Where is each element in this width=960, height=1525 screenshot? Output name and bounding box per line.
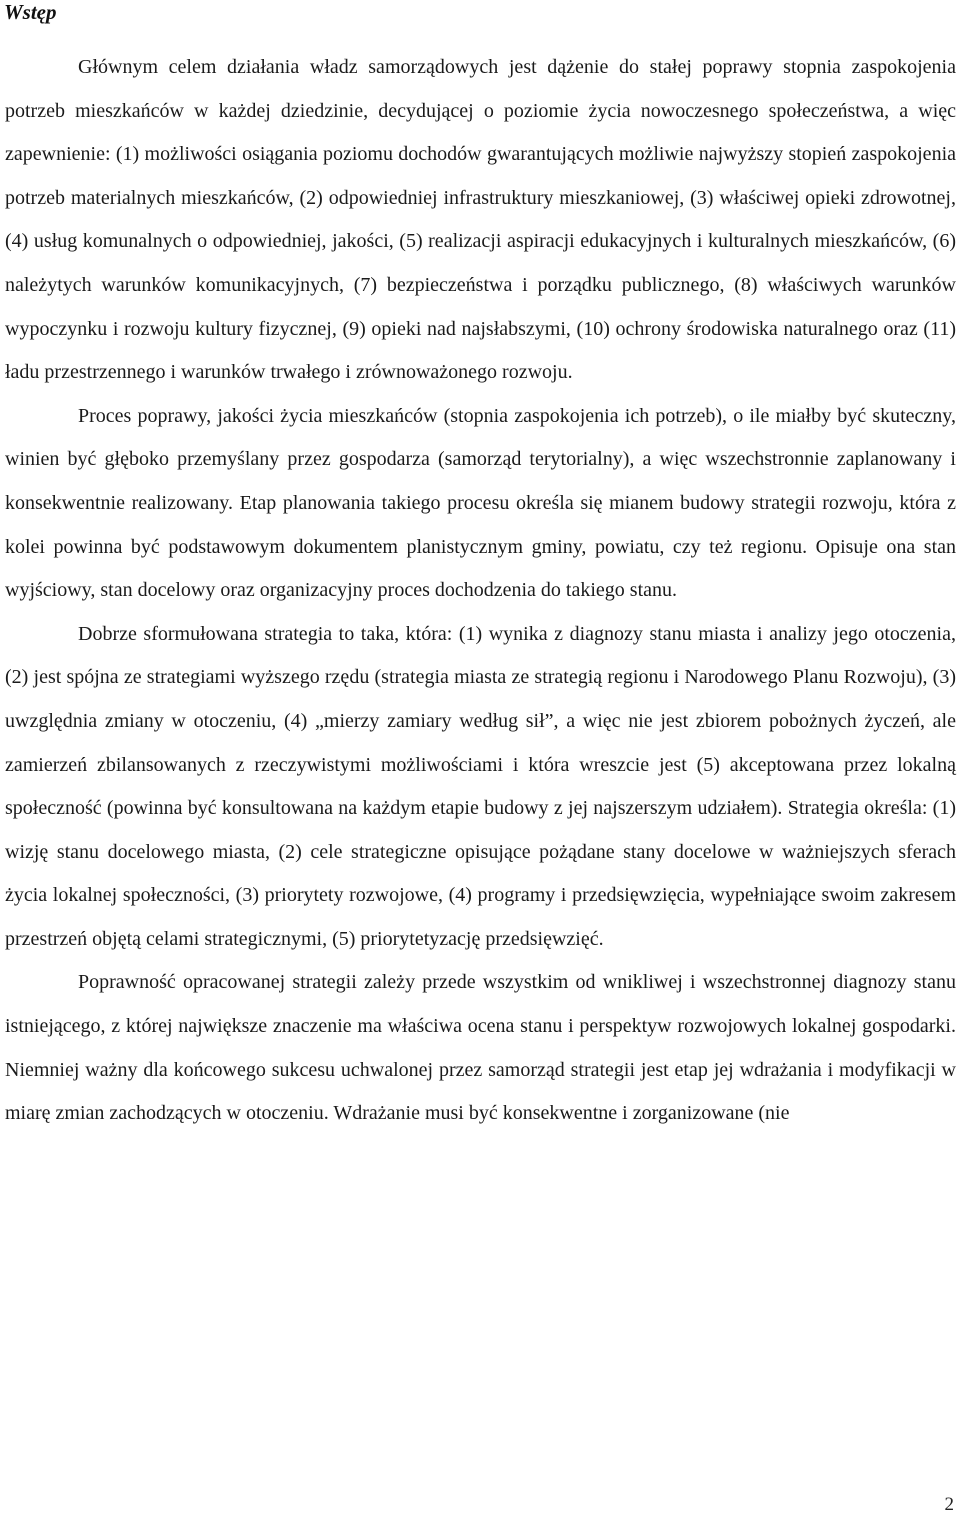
- paragraph-2: Proces poprawy, jakości życia mieszkańców (stopnia zaspokojenia ich potrzeb), o ile miałby być skuteczny, winien być głęboko przemyślany przez gospodarza (samorząd terytorialny), a więc wszechstronnie zaplanowany i konsekwentnie realizowany. Etap planowania takiego procesu określa się mianem budowy strategii rozwoju, która z kolei powinna być podstawowym dokumentem planistycznym gminy, powiatu, czy też regionu. Opisuje ona stan wyjściowy, stan docelowy oraz organizacyjny proces dochodzenia do takiego stanu.: [5, 404, 956, 602]
- paragraph-1: Głównym celem działania władz samorządowych jest dążenie do stałej poprawy stopnia zaspokojenia potrzeb mieszkańców w każdej dziedzinie, decydującej o poziomie życia nowoczesnego społeczeństwa, a więc zapewnienie: (1) możliwości osiągania poziomu dochodów gwarantujących możliwie najwyższy stopień zaspokojenia potrzeb materialnych mieszkańców, (2) odpowiedniej infrastruktury mieszkaniowej, (3) właściwej opieki zdrowotnej, (4) usług komunalnych o odpowiedniej, jakości, (5) realizacji aspiracji edukacyjnych i kulturalnych mieszkańców, (6) należytych warunków komunikacyjnych, (7) bezpieczeństwa i porządku publicznego, (8) właściwych warunków wypoczynku i rozwoju kultury fizycznej, (9) opieki nad najsłabszymi, (10) ochrony środowiska naturalnego oraz (11) ładu przestrzennego i warunków trwałego i zrównoważonego rozwoju.: [5, 56, 956, 384]
- body-text: [5, 46, 956, 1136]
- paragraph-4: Poprawność opracowanej strategii zależy przede wszystkim od wnikliwej i wszechstronnej diagnozy stanu istniejącego, z której największe znaczenie ma właściwa ocena stanu i perspektyw rozwojowych lokalnej gospodarki. Niemniej ważny dla końcowego sukcesu uchwalonej przez samorząd strategii jest etap jej wdrażania i modyfikacji w miarę zmian zachodzących w otoczeniu. Wdrażanie musi być konsekwentne i zorganizowane (nie: [5, 971, 956, 1125]
- paragraph-3: Dobrze sformułowana strategia to taka, która: (1) wynika z diagnozy stanu miasta i analizy jego otoczenia, (2) jest spójna ze strategiami wyższego rzędu (strategia miasta ze strategią regionu i Narodowego Planu Rozwoju), (3) uwzględnia zmiany w otoczeniu, (4) „mierzy zamiary według sił”, a więc nie jest zbiorem pobożnych życzeń, ale zamierzeń zbilansowanych z rzeczywistymi możliwościami i która wreszcie jest (5) akceptowana przez lokalną społeczność (powinna być konsultowana na każdym etapie budowy z jej najszerszym udziałem). Strategia określa: (1) wizję stanu docelowego miasta, (2) cele strategiczne opisujące pożądane stany docelowe w ważniejszych sferach życia lokalnej społeczności, (3) priorytety rozwojowe, (4) programy i przedsięwzięcia, wypełniające swoim zakresem przestrzeń objętą celami strategicznymi, (5) priorytetyzację przedsięwzięć.: [5, 622, 956, 950]
- page-number: 2: [944, 1494, 954, 1515]
- section-heading: Wstęp: [4, 0, 57, 24]
